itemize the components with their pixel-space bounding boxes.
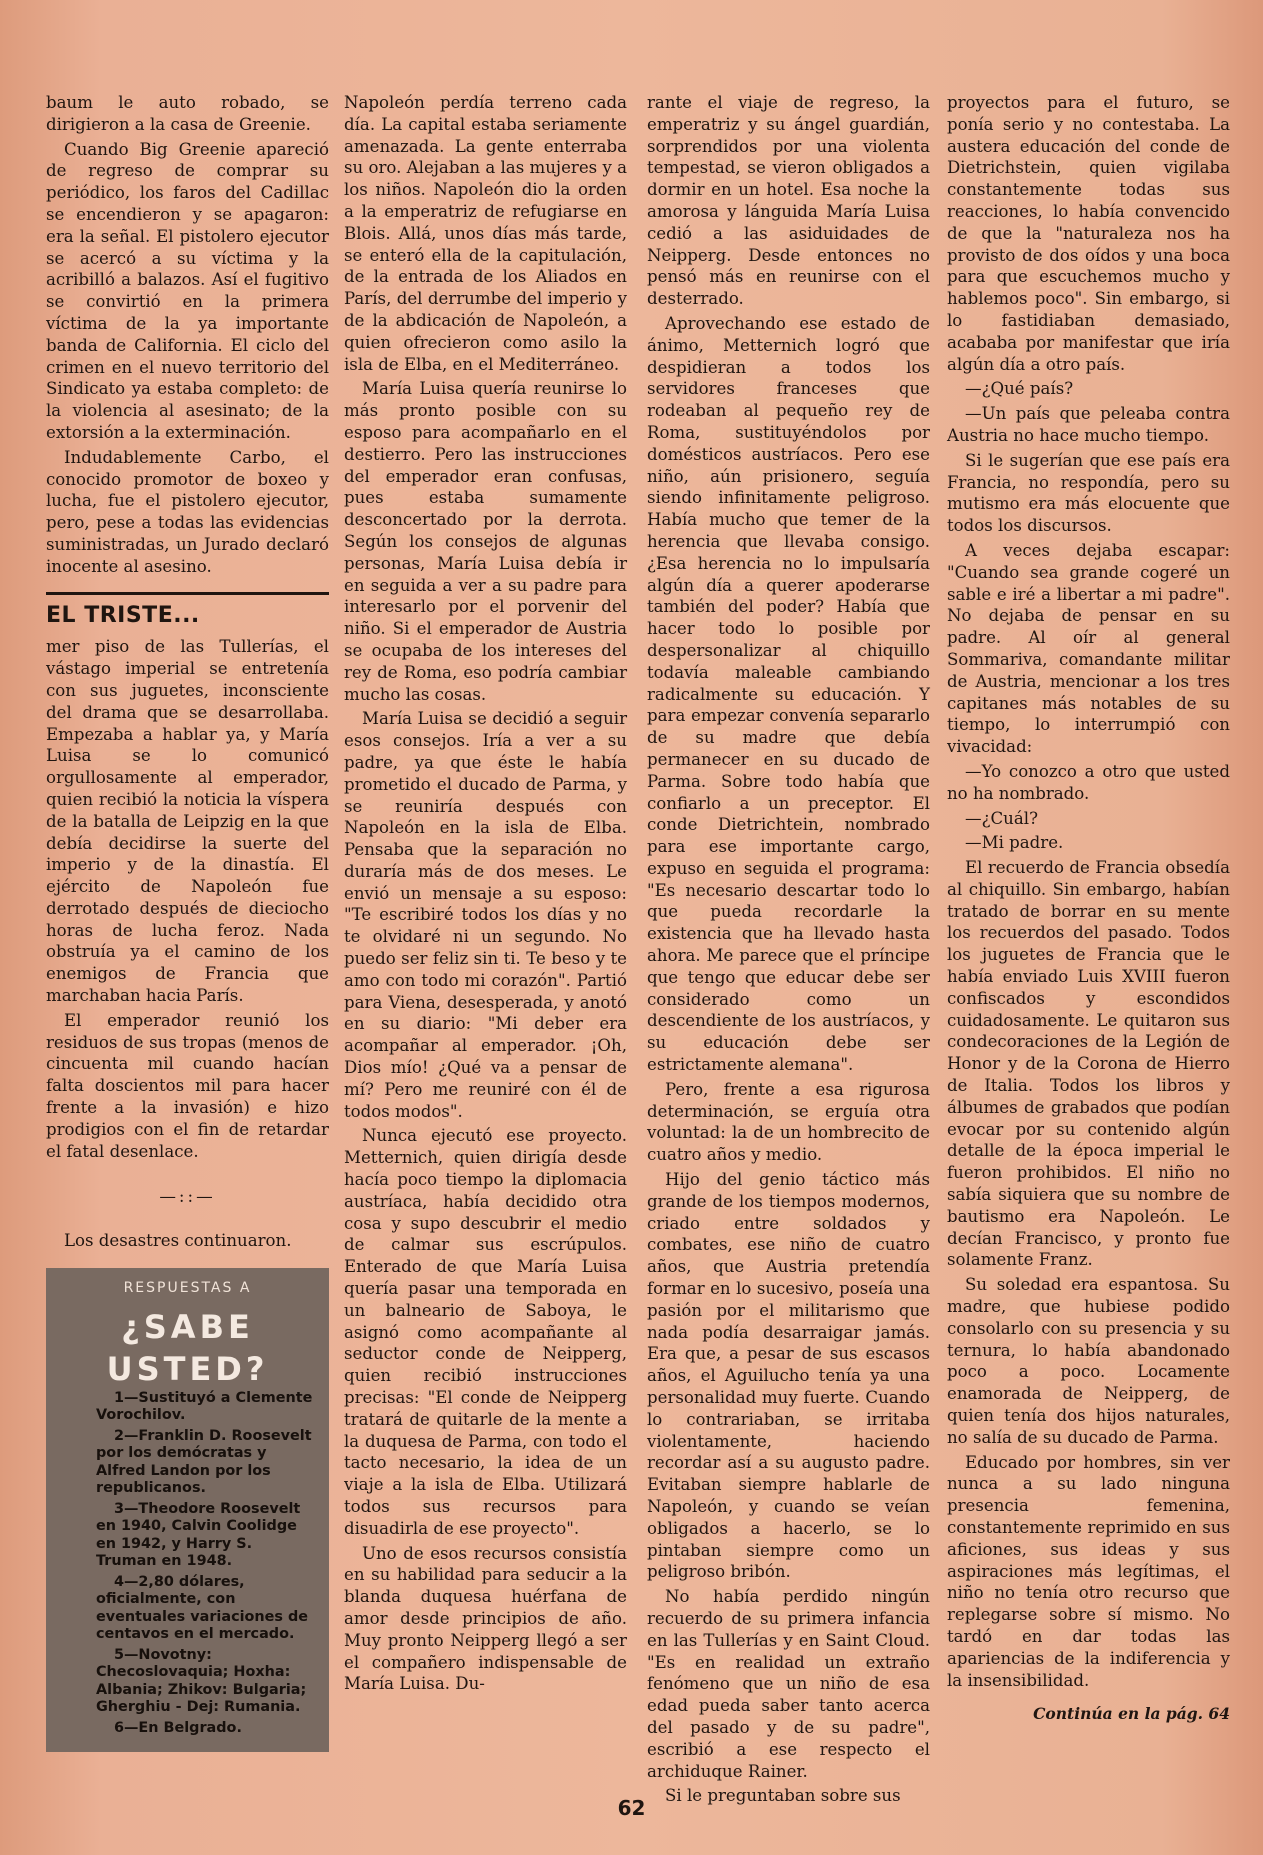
paragraph: —Un país que peleaba contra Austria no hace mucho tiempo.	[947, 404, 1230, 445]
column-3	[647, 92, 930, 1810]
paragraph: mer piso de las Tullerías, el vástago imperial se entretenía con sus juguetes, inconsciente del drama que se desarrollaba. Empezaba a hablar ya, y María Luisa se lo comunicó orgullosamente al emperador, quien recibió la noticia la víspera de la batalla de Leipzig en la que debía decidirse la suerte del imperio y de la dinastía. El ejército de Napoleón fue derrotado después de dieciocho horas de lucha feroz. Nada obstruía ya el camino de los enemigos de Francia que marchaban hacia París.	[46, 637, 329, 1006]
quiz-answer: 3—Theodore Roosevelt en 1940, Calvin Coolidge en 1942, y Harry S. Truman en 1948.	[96, 1500, 301, 1570]
column-4	[947, 92, 1230, 1725]
paragraph: Si le preguntaban sobre sus	[665, 1786, 901, 1806]
paragraph: El recuerdo de Francia obsedía al chiquillo. Sin embargo, habían tratado de borrar en su mente los recuerdos del pasado. Todos los juguetes de Francia que le había enviado Luis XVIII fueron confiscados y escondidos cuidadosamente. Le quitaron sus condecoraciones de la Legión de Honor y de la Corona de Hierro de Italia. Todos los libros y álbumes de grabados que podían evocar por su contenido algún detalle de la época imperial le fueron prohibidos. El niño no sabía siquiera que su nombre de bautismo era Napoleón. Le decían Francisco, y pronto fue solamente Franz.	[947, 858, 1230, 1270]
paragraph: Educado por hombres, sin ver nunca a su lado ninguna presencia femenina, constantemente reprimido en sus aficiones, sus ideas y sus aspiraciones más legítimas, el niño no tenía otro recurso que replegarse sobre sí mismo. No tardó en dar todas las apariencias de la indiferencia y la insensibilidad.	[947, 1452, 1230, 1690]
paragraph: baum le auto robado, se dirigieron a la casa de Greenie.	[46, 93, 329, 134]
paragraph: María Luisa quería reunirse lo más pronto posible con su esposo para acompañarlo en el destierro. Pero las instrucciones del emperador eran confusas, pues estaba sumamente desconcertado por la derrota. Según los consejos de algunas personas, María Luisa debía ir en seguida a ver a su padre para interesarlo por el porvenir del niño. Si el emperador de Austria se ocupaba de los intereses del rey de Roma, eso podría cambiar mucho las cosas.	[344, 379, 627, 704]
quiz-pre-title: RESPUESTAS A	[123, 1280, 252, 1297]
paragraph: María Luisa se decidió a seguir esos consejos. Iría a ver a su padre, ya que éste le había prometido el ducado de Parma, y se reuniría después con Napoleón en la isla de Elba. Pensaba que la separación no duraría más de dos meses. Le envió un mensaje a su esposo: "Te escribiré todos los días y no te olvidaré ni un segundo. No puedo ser feliz sin ti. Te beso y te amo con todo mi corazón". Partió para Viena, desesperada, y anotó en su diario: "Mi deber era acompañar al emperador. ¡Oh, Dios mío! ¿Qué va a pensar de mí? Pero me reuniré con él de todos modos".	[344, 709, 627, 1121]
paragraph: Si le sugerían que ese país era Francia, no respondía, pero su mutismo era más elocuente que todos los discursos.	[947, 450, 1230, 536]
paragraph: —Mi padre.	[965, 833, 1064, 853]
paragraph: —Yo conozco a otro que usted no ha nombrado.	[947, 761, 1230, 803]
paragraph: No había perdido ningún recuerdo de su primera infancia en las Tullerías y en Saint Cloud. "Es en realidad un extraño fenómeno que un niño de esa edad pueda saber tanto acerca del pasado y de su padre", escribió a ese respecto el archiduque Rainer.	[647, 1587, 930, 1781]
quiz-title-line2: USTED?	[106, 1349, 269, 1388]
paragraph: Nunca ejecutó ese proyecto. Metternich, quien dirigía desde hacía poco tiempo la diplomacia austríaca, había decidido otra cosa y supo descubrir el medio de calmar sus escrúpulos. Enterado de que María Luisa quería pasar una temporada en un balneario de Saboya, le asignó como acompañante al seductor conde de Neipperg, quien recibió instrucciones precisas: "El conde de Neipperg tratará de quitarle de la mente a la duquesa de Parma, con todo el tacto necesario, la idea de un viaje a la isla de Elba. Utilizará todos sus recursos para disuadirla de ese proyecto".	[344, 1126, 627, 1538]
paragraph: proyectos para el futuro, se ponía serio y no contestaba. La austera educación del conde de Dietrichstein, quien vigilaba constantemente todas sus reacciones, lo había convencido de que la "naturaleza nos ha provisto de dos oídos y una boca para que escuchemos mucho y hablemos poco". Sin embargo, si lo fastidiaban demasiado, acababa por manifestar que iría algún día a otro país.	[947, 93, 1230, 374]
separator: —::—	[159, 1187, 216, 1207]
quiz-answer: 2—Franklin D. Roosevelt por los demócratas y Alfred Landon por los republicanos.	[96, 1427, 312, 1497]
paragraph: —¿Qué país?	[965, 379, 1074, 399]
paragraph: A veces dejaba escapar: "Cuando sea grande cogeré un sable e iré a libertar a mi padre". No dejaba de pensar en su padre. Al oír al general Sommariva, comandante militar de Austria, mencionar a los tres capitanes más notables de su tiempo, lo interrumpió con vivacidad:	[947, 540, 1230, 757]
paragraph: Pero, frente a esa rigurosa determinación, se erguía otra voluntad: la de un hombrecito de cuatro años y medio.	[647, 1079, 930, 1165]
column-1	[46, 92, 329, 1752]
column-2	[344, 92, 627, 1698]
continued-note: Continúa en la pág. 64	[1033, 1704, 1230, 1724]
paragraph: rante el viaje de regreso, la emperatriz y su ángel guardián, sorprendidos por una violenta tempestad, se vieron obligados a dormir en un hotel. Esa noche la amorosa y lánguida María Luisa cedió a las asiduidades de Neipperg. Desde entonces no pensó más en reunirse con el desterrado.	[647, 93, 930, 309]
quiz-answer: 1—Sustituyó a Clemente Vorochilov.	[96, 1389, 313, 1424]
paragraph: —¿Cuál?	[965, 808, 1038, 828]
paragraph: Los desastres continuaron.	[64, 1231, 292, 1251]
paragraph: Hijo del genio táctico más grande de los tiempos modernos, criado entre soldados y combates, ese niño de cuatro años, que Austria pretendía formar en lo sucesivo, poseía una pasión por el militarismo que nada podía desarraigar jamás. Era que, a pesar de sus escasos años, el Aguilucho tenía ya una personalidad muy fuerte. Cuando lo contrariaban, se irritaba violentamente, haciendo recordar así a su augusto padre. Evitaban siempre hablarle de Napoleón, y cuando se veían obligados a hacerlo, se lo pintaban siempre como un peligroso bribón.	[647, 1170, 930, 1582]
paragraph: Aprovechando ese estado de ánimo, Metternich logró que despidieran a todos los servidores franceses que rodeaban al pequeño rey de Roma, sustituyéndolos por domésticos austríacos. Pero ese niño, aún prisionero, seguía siendo infinitamente peligroso. Había mucho que temer de la herencia que llevaba consigo. ¿Esa herencia no lo impulsaría algún día a querer apoderarse también del poder? Había que hacer todo lo posible por despersonalizar al chiquillo todavía maleable cambiando radicalmente su educación. Y para empezar convenía separarlo de su madre que debía permanecer en su ducado de Parma. Sobre todo había que confiarlo a un preceptor. El conde Dietrichtein, nombrado para ese importante cargo, expuso en seguida el programa: "Es necesario descartar todo lo que pueda recordarle la existencia que ha llevado hasta ahora. Me parece que el príncipe que tengo que educar debe ser considerado como un descendiente de los austríacos, y su educación debe ser estrictamente alemana".	[647, 313, 930, 1075]
quiz-answers-box	[46, 1268, 329, 1752]
quiz-answer: 5—Novotny: Checoslovaquia; Hoxha: Albania; Zhikov: Bulgaria; Gherghiu - Dej: Rumania.	[96, 1646, 307, 1716]
section-divider	[46, 592, 329, 595]
paragraph: Napoleón perdía terreno cada día. La capital estaba seriamente amenazada. La gente enterraba su oro. Alejaban a las mujeres y a los niños. Napoleón dio la orden a la emperatriz de refugiarse en Blois. Allá, unos días más tarde, se enteró ella de la capitulación, de la entrada de los Aliados en París, del derrumbe del imperio y de la abdicación de Napoleón, a quien ofrecieron como asilo la isla de Elba, en el Mediterráneo.	[344, 93, 627, 374]
paragraph: Indudablemente Carbo, el conocido promotor de boxeo y lucha, fue el pistolero ejecutor, pero, pese a todas las evidencias suministradas, un Jurado declaró inocente al asesino.	[46, 447, 329, 576]
section-heading: EL TRISTE...	[46, 602, 200, 628]
paragraph: Cuando Big Greenie apareció de regreso de comprar su periódico, los faros del Cadillac se encendieron y se apagaron: era la señal. El pistolero ejecutor se acercó a su víctima y la acribilló a balazos. Así el fugitivo se convirtió en la primera víctima de la ya importante banda de California. El ciclo del crimen en el nuevo territorio del Sindicato ya estaba completo: de la violencia al asesinato; de la extorsión a la exterminación.	[46, 139, 329, 442]
quiz-title-line1: ¿SABE	[121, 1307, 254, 1346]
quiz-answer: 6—En Belgrado.	[114, 1719, 242, 1736]
paragraph: Su soledad era espantosa. Su madre, que hubiese podido consolarlo con su presencia y su ternura, lo había abandonado poco a poco. Locamente enamorada de Neipperg, de quien tenía dos hijos naturales, no salía de su ducado de Parma.	[947, 1275, 1230, 1447]
paragraph: El emperador reunió los residuos de sus tropas (menos de cincuenta mil cuando hacían falta doscientos mil para hacer frente a la invasión) e hizo prodigios con el fin de retardar el fatal desenlace.	[46, 1010, 329, 1161]
quiz-answer: 4—2,80 dólares, oficialmente, con eventuales variaciones de centavos en el mercado.	[96, 1573, 309, 1643]
paragraph: Uno de esos recursos consistía en su habilidad para seducir a la blanda duquesa huérfana de amor desde principios de año. Muy pronto Neipperg llegó a ser el compañero indispensable de María Luisa. Du-	[344, 1543, 627, 1694]
page-number: 62	[617, 1796, 646, 1820]
